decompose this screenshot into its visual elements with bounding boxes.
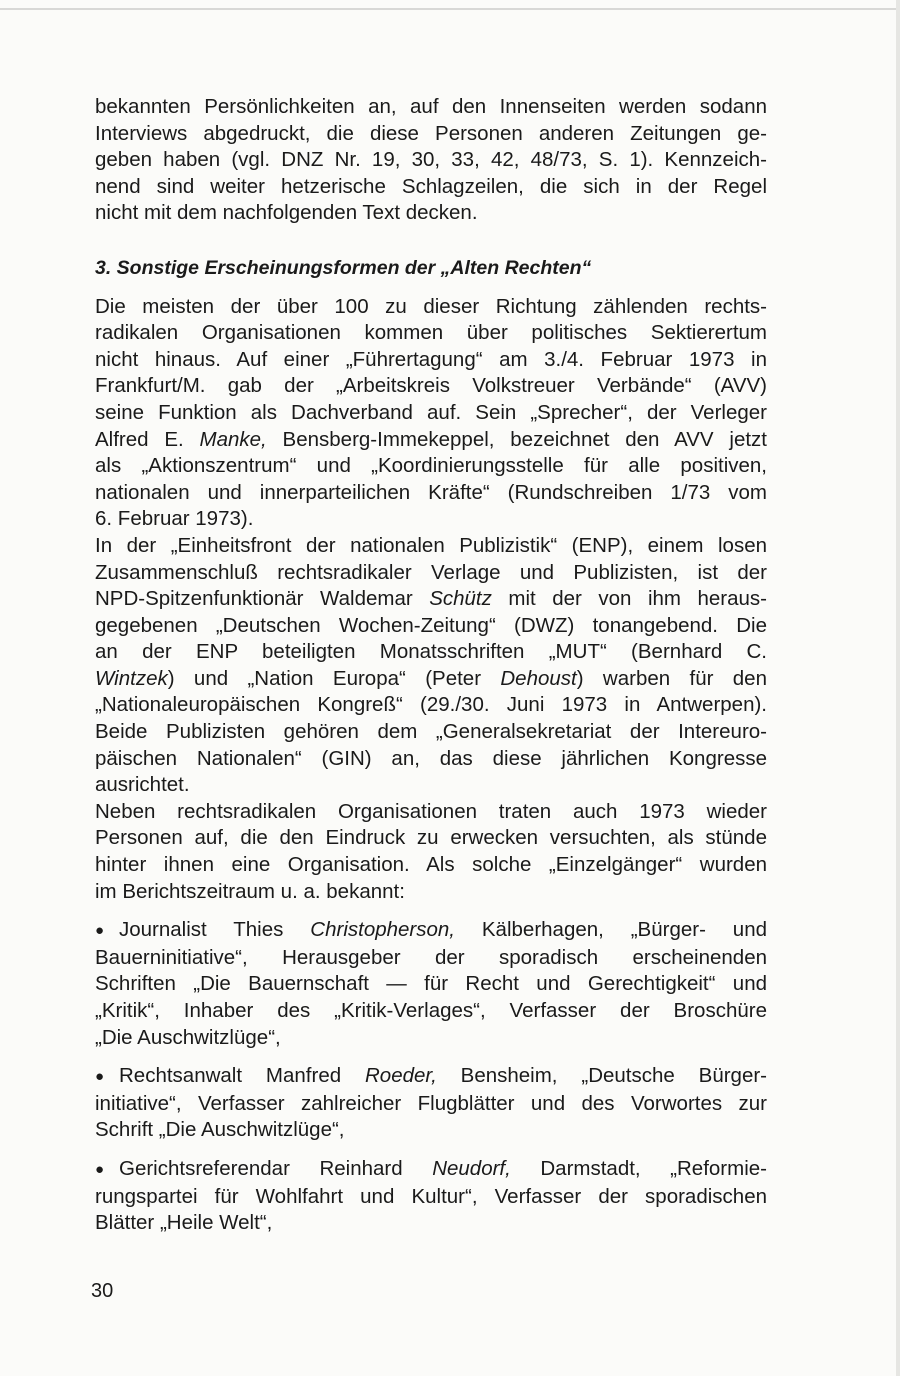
section-heading: 3. Sonstige Erscheinungsformen der „Alten Rechten“ <box>95 256 592 279</box>
person-name: Wintzek <box>95 666 168 690</box>
text-line: Bauerninitiative“, Herausgeber der sporadisch erscheinenden <box>95 945 767 969</box>
bullet-icon: ● <box>95 1160 105 1178</box>
text-run: Kälberhagen, „Bürger- und <box>455 918 768 942</box>
body-text <box>95 94 767 1237</box>
text-run: NPD-Spitzenfunktionär Waldemar <box>95 587 430 611</box>
text-line: „Die Auschwitzlüge“, <box>95 1025 281 1049</box>
text-line: nationalen und innerparteilichen Kräfte“ (Rundschreiben 1/73 vom <box>95 480 767 504</box>
text-run: Darmstadt, „Reformie- <box>510 1156 767 1180</box>
text-line: als „Aktionszentrum“ und „Koordinierungsstelle für alle positiven, <box>95 454 767 478</box>
text-line <box>95 1063 767 1091</box>
text-line: Personen auf, die den Eindruck zu erwecken versuchten, als stünde <box>95 826 767 850</box>
text-line: Schriften „Die Bauernschaft — für Recht und Gerechtigkeit“ und <box>95 972 767 996</box>
text-line: Zusammenschluß rechtsradikaler Verlage und Publizisten, ist der <box>95 560 767 584</box>
text-line: nend sind weiter hetzerische Schlagzeilen, die sich in der Regel <box>95 174 767 198</box>
text-line <box>95 666 767 693</box>
text-line: an der ENP beteiligten Monatsschriften „MUT“ (Bernhard C. <box>95 640 767 664</box>
text-line: Interviews abgedruckt, die diese Personen anderen Zeitungen ge- <box>95 121 767 145</box>
text-line: Schrift „Die Auschwitzlüge“, <box>95 1118 345 1142</box>
list-item <box>95 917 767 1051</box>
text-line: initiative“, Verfasser zahlreicher Flugblätter und des Vorwortes zur <box>95 1091 767 1115</box>
text-run: ) und „Nation Europa“ (Peter <box>167 666 501 690</box>
text-run: Rechtsanwalt Manfred <box>119 1064 365 1088</box>
text-run: Bensberg-Immekeppel, bezeichnet den AVV jetzt <box>266 427 767 451</box>
text-line: bekannten Persönlichkeiten an, auf den Innenseiten werden sodann <box>95 95 767 118</box>
text-run: mit der von ihm heraus- <box>491 587 767 611</box>
person-name: Dehoust <box>500 666 577 690</box>
text-run: Journalist Thies <box>119 918 311 942</box>
paragraph-avv <box>95 294 767 533</box>
list-item <box>95 1063 767 1144</box>
text-line <box>95 1156 767 1184</box>
text-line: im Berichtszeitraum u. a. bekannt: <box>95 879 405 903</box>
text-line: ausrichtet. <box>95 773 190 797</box>
bullet-icon: ● <box>95 922 105 940</box>
text-run: Alfred E. <box>95 427 200 451</box>
person-name: Neudorf, <box>432 1156 511 1180</box>
text-line: nicht hinaus. Auf einer „Führertagung“ am 3./4. Februar 1973 in <box>95 347 767 371</box>
top-edge-rule <box>0 8 900 10</box>
paragraph-enp <box>95 533 767 799</box>
text-line: radikalen Organisationen kommen über politisches Sektierertum <box>95 321 767 345</box>
text-run: Bensheim, „Deutsche Bürger- <box>436 1064 768 1088</box>
text-line: Beide Publizisten gehören dem „Generalsekretariat der Intereuro- <box>95 720 767 744</box>
text-line: rungspartei für Wohlfahrt und Kultur“, Verfasser der sporadischen <box>95 1184 767 1208</box>
text-line: „Kritik“, Inhaber des „Kritik-Verlages“, Verfasser der Broschüre <box>95 999 767 1022</box>
text-line: gegebenen „Deutschen Wochen-Zeitung“ (DWZ) tonangebend. Die <box>95 613 767 637</box>
text-line: In der „Einheitsfront der nationalen Publizistik“ (ENP), einem losen <box>95 533 767 557</box>
text-line: 6. Februar 1973). <box>95 507 254 531</box>
text-line: päischen Nationalen“ (GIN) an, das diese jährlichen Kongresse <box>95 746 767 770</box>
text-line: Blätter „Heile Welt“, <box>95 1211 273 1235</box>
text-run: Gerichtsreferendar Reinhard <box>119 1156 433 1180</box>
text-line: hinter ihnen eine Organisation. Als solche „Einzelgänger“ wurden <box>95 853 767 877</box>
right-page-edge <box>896 0 900 1376</box>
text-line: Die meisten der über 100 zu dieser Richtung zählenden rechts- <box>95 294 767 318</box>
paragraph-einzelgaenger <box>95 799 767 905</box>
text-line <box>95 586 767 613</box>
person-name: Schütz <box>429 587 492 611</box>
text-line: nicht mit dem nachfolgenden Text decken. <box>95 201 478 225</box>
person-name: Manke, <box>199 427 267 451</box>
text-line <box>95 917 767 945</box>
text-line: Neben rechtsradikalen Organisationen traten auch 1973 wieder <box>95 799 767 823</box>
text-line: geben haben (vgl. DNZ Nr. 19, 30, 33, 42, 48/73, S. 1). Kennzeich- <box>95 148 767 172</box>
text-run: ) warben für den <box>576 666 767 690</box>
person-name: Roeder, <box>364 1064 437 1088</box>
bullet-icon: ● <box>95 1068 105 1086</box>
page-number: 30 <box>91 1280 114 1302</box>
text-line: Frankfurt/M. gab der „Arbeitskreis Volkstreuer Verbände“ (AVV) <box>95 374 767 398</box>
text-line: „Nationaleuropäischen Kongreß“ (29./30. Juni 1973 in Antwerpen). <box>95 693 767 717</box>
text-line <box>95 427 767 454</box>
person-name: Christopherson, <box>310 918 455 942</box>
list-item <box>95 1156 767 1237</box>
text-line: seine Funktion als Dachverband auf. Sein „Sprecher“, der Verleger <box>95 400 767 424</box>
paragraph-continuation <box>95 94 767 227</box>
